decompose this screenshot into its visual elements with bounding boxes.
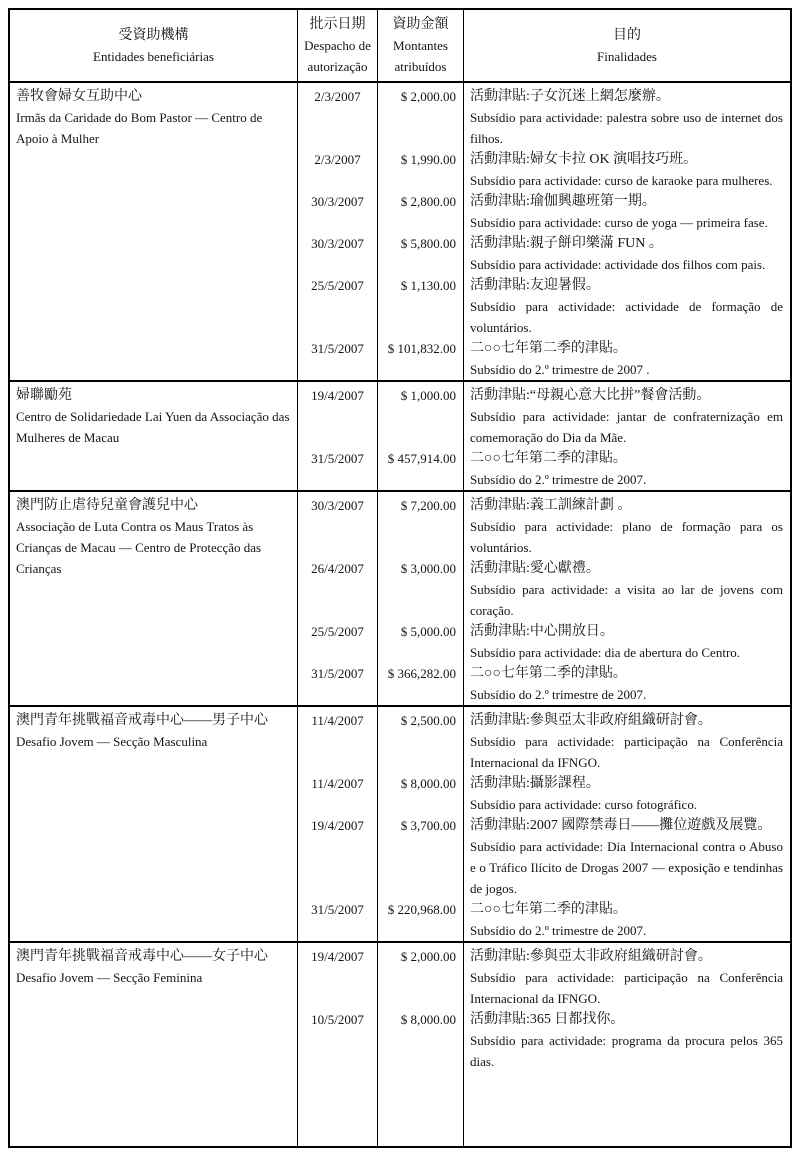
entity-name-zh: 澳門青年挑戰福音戒毒中心——女子中心 [16,949,268,964]
authorization-date: 11/4/2007 [298,707,378,773]
purpose-text-zh: 活動津貼:2007 國際禁毒日——攤位遊戲及展覽。 [470,818,772,833]
purpose-text-zh: 二○○七年第二季的津貼。 [470,341,627,356]
grant-entry-row [298,275,790,338]
entries-block [298,83,790,380]
entity-cell [10,492,298,705]
grant-entry-row [298,149,790,191]
purpose-text-zh: 活動津貼:親子餅印樂滿 FUN 。 [470,236,663,251]
authorization-date: 25/5/2007 [298,275,378,338]
purpose-cell [464,492,790,558]
grant-entry-row [298,83,790,149]
entity-name-pt: Associação de Luta Contra os Maus Tratos às Crianças de Macau — Centro de Protecção das Crianças [16,519,262,576]
amount-value: $ 5,800.00 [378,233,464,275]
purpose-cell [464,1009,790,1146]
purpose-text-pt: Subsídio para actividade: curso de yoga — primeira fase. [470,215,768,230]
header-entity-column [10,10,298,81]
table-group-row [10,83,790,382]
authorization-date: 2/3/2007 [298,149,378,191]
purpose-cell [464,558,790,621]
authorization-date: 30/3/2007 [298,191,378,233]
entries-block [298,707,790,941]
subsidy-table [8,8,792,1148]
entity-cell [10,943,298,1146]
authorization-date: 31/5/2007 [298,448,378,490]
grant-entry-row [298,382,790,448]
purpose-cell [464,663,790,705]
purpose-cell [464,83,790,149]
amount-value: $ 7,200.00 [378,492,464,558]
header-entity-pt: Entidades beneficiárias [93,48,214,64]
grant-entry-row [298,448,790,490]
entries-block [298,492,790,705]
grant-entry-row [298,233,790,275]
authorization-date: 25/5/2007 [298,621,378,663]
grant-entry-row [298,815,790,899]
amount-value: $ 8,000.00 [378,1009,464,1146]
purpose-text-pt: Subsídio para actividade: plano de formação para os voluntários. [470,519,783,555]
entity-cell [10,707,298,941]
header-entity-zh: 受資助機構 [118,27,189,43]
amount-value: $ 101,832.00 [378,338,464,380]
purpose-cell [464,621,790,663]
header-amount-zh: 資助金額 [392,17,449,32]
entity-name-pt: Centro de Solidariedade Lai Yuen da Associação das Mulheres de Macau [16,409,290,445]
grant-entry-row [298,707,790,773]
table-group-row [10,707,790,943]
authorization-date: 19/4/2007 [298,382,378,448]
header-date-column [298,10,378,81]
amount-value: $ 5,000.00 [378,621,464,663]
header-purpose-pt: Finalidades [597,48,657,64]
grant-entry-row [298,338,790,380]
purpose-text-pt: Subsídio para actividade: curso de karaoke para mulheres. [470,173,773,188]
header-date-pt: Despacho de autorização [304,38,371,74]
purpose-text-zh: 活動津貼:攝影課程。 [470,776,600,791]
purpose-text-zh: 活動津貼:婦女卡拉 OK 演唱技巧班。 [470,152,698,167]
authorization-date: 11/4/2007 [298,773,378,815]
purpose-cell [464,149,790,191]
amount-value: $ 1,990.00 [378,149,464,191]
purpose-text-pt: Subsídio para actividade: curso fotográfico. [470,797,698,812]
purpose-text-pt: Subsídio para actividade: dia de abertura do Centro. [470,645,741,660]
table-header [10,10,790,83]
purpose-text-zh: 活動津貼:中心開放日。 [470,624,614,639]
entries-block [298,382,790,490]
purpose-cell [464,233,790,275]
table-body [10,83,790,1146]
purpose-text-pt: Subsídio para actividade: Dia Internacional contra o Abuso e o Tráfico Ilícito de Drogas 2007 — exposição e tendinhas de jogos. [470,839,783,896]
purpose-text-zh: 二○○七年第二季的津貼。 [470,451,627,466]
purpose-cell [464,815,790,899]
amount-value: $ 457,914.00 [378,448,464,490]
purpose-text-pt: Subsídio para actividade: programa da procura pelos 365 dias. [470,1033,783,1069]
entity-name-zh: 婦聯勵苑 [16,388,72,403]
purpose-text-zh: 活動津貼:瑜伽興趣班第一期。 [470,194,656,209]
amount-value: $ 3,000.00 [378,558,464,621]
authorization-date: 31/5/2007 [298,663,378,705]
entity-name-zh: 澳門防止虐待兒童會護兒中心 [16,498,198,513]
amount-value: $ 8,000.00 [378,773,464,815]
purpose-cell [464,275,790,338]
amount-value: $ 2,000.00 [378,83,464,149]
grant-entry-row [298,558,790,621]
entity-name-zh: 澳門青年挑戰福音戒毒中心——男子中心 [16,713,268,728]
purpose-cell [464,448,790,490]
entity-name-pt: Irmãs da Caridade do Bom Pastor — Centro de Apoio à Mulher [16,110,263,146]
amount-value: $ 2,500.00 [378,707,464,773]
authorization-date: 10/5/2007 [298,1009,378,1146]
authorization-date: 19/4/2007 [298,815,378,899]
amount-value: $ 366,282.00 [378,663,464,705]
header-amount-column [378,10,464,81]
purpose-cell [464,191,790,233]
purpose-text-pt: Subsídio do 2.º trimestre de 2007. [470,687,647,702]
purpose-text-zh: 活動津貼:子女沉迷上網怎麼辦。 [470,89,670,104]
purpose-text-zh: 活動津貼:愛心獻禮。 [470,561,600,576]
amount-value: $ 1,130.00 [378,275,464,338]
purpose-text-pt: Subsídio do 2.º trimestre de 2007. [470,923,647,938]
purpose-text-pt: Subsídio para actividade: a visita ao lar de jovens com coração. [470,582,783,618]
grant-entry-row [298,943,790,1009]
grant-entry-row [298,773,790,815]
table-group-row [10,382,790,492]
entity-cell [10,382,298,490]
amount-value: $ 3,700.00 [378,815,464,899]
header-purpose-column [464,10,790,81]
entity-name-pt: Desafio Jovem — Secção Masculina [16,734,208,749]
purpose-text-pt: Subsídio para actividade: actividade dos filhos com pais. [470,257,766,272]
amount-value: $ 2,800.00 [378,191,464,233]
table-group-row [10,492,790,707]
table-group-row [10,943,790,1146]
authorization-date: 31/5/2007 [298,899,378,941]
authorization-date: 30/3/2007 [298,233,378,275]
header-amount-pt: Montantes atribuídos [393,38,448,74]
purpose-text-pt: Subsídio do 2.º trimestre de 2007 . [470,362,650,377]
header-date-zh: 批示日期 [309,17,366,32]
purpose-cell [464,382,790,448]
entity-name-zh: 善牧會婦女互助中心 [16,89,142,104]
grant-entry-row [298,191,790,233]
purpose-text-zh: 活動津貼:365 日都找你。 [470,1012,625,1027]
purpose-text-zh: 活動津貼:參與亞太非政府組織研討會。 [470,713,712,728]
grant-entry-row [298,899,790,941]
grant-entry-row [298,663,790,705]
purpose-text-pt: Subsídio para actividade: palestra sobre uso de internet dos filhos. [470,110,783,146]
entries-block [298,943,790,1146]
purpose-cell [464,707,790,773]
purpose-text-zh: 二○○七年第二季的津貼。 [470,666,627,681]
amount-value: $ 2,000.00 [378,943,464,1009]
purpose-text-zh: 活動津貼:友迎暑假。 [470,278,600,293]
authorization-date: 30/3/2007 [298,492,378,558]
purpose-cell [464,943,790,1009]
purpose-text-zh: 活動津貼:參與亞太非政府組織研討會。 [470,949,712,964]
authorization-date: 31/5/2007 [298,338,378,380]
purpose-cell [464,899,790,941]
entity-cell [10,83,298,380]
purpose-text-pt: Subsídio para actividade: jantar de confraternização em comemoração do Dia da Mãe. [470,409,783,445]
purpose-cell [464,338,790,380]
authorization-date: 26/4/2007 [298,558,378,621]
amount-value: $ 1,000.00 [378,382,464,448]
authorization-date: 2/3/2007 [298,83,378,149]
purpose-text-zh: 二○○七年第二季的津貼。 [470,902,627,917]
purpose-cell [464,773,790,815]
purpose-text-pt: Subsídio para actividade: participação na Conferência Internacional da IFNGO. [470,734,783,770]
purpose-text-pt: Subsídio do 2.º trimestre de 2007. [470,472,647,487]
grant-entry-row [298,1009,790,1146]
amount-value: $ 220,968.00 [378,899,464,941]
purpose-text-pt: Subsídio para actividade: participação na Conferência Internacional da IFNGO. [470,970,783,1006]
header-purpose-zh: 目的 [613,27,641,43]
grant-entry-row [298,621,790,663]
purpose-text-zh: 活動津貼:義工訓練計劃 。 [470,498,632,513]
grant-entry-row [298,492,790,558]
authorization-date: 19/4/2007 [298,943,378,1009]
purpose-text-pt: Subsídio para actividade: actividade de formação de voluntários. [470,299,783,335]
purpose-text-zh: 活動津貼:“母親心意大比拼”餐會活動。 [470,388,711,403]
entity-name-pt: Desafio Jovem — Secção Feminina [16,970,203,985]
